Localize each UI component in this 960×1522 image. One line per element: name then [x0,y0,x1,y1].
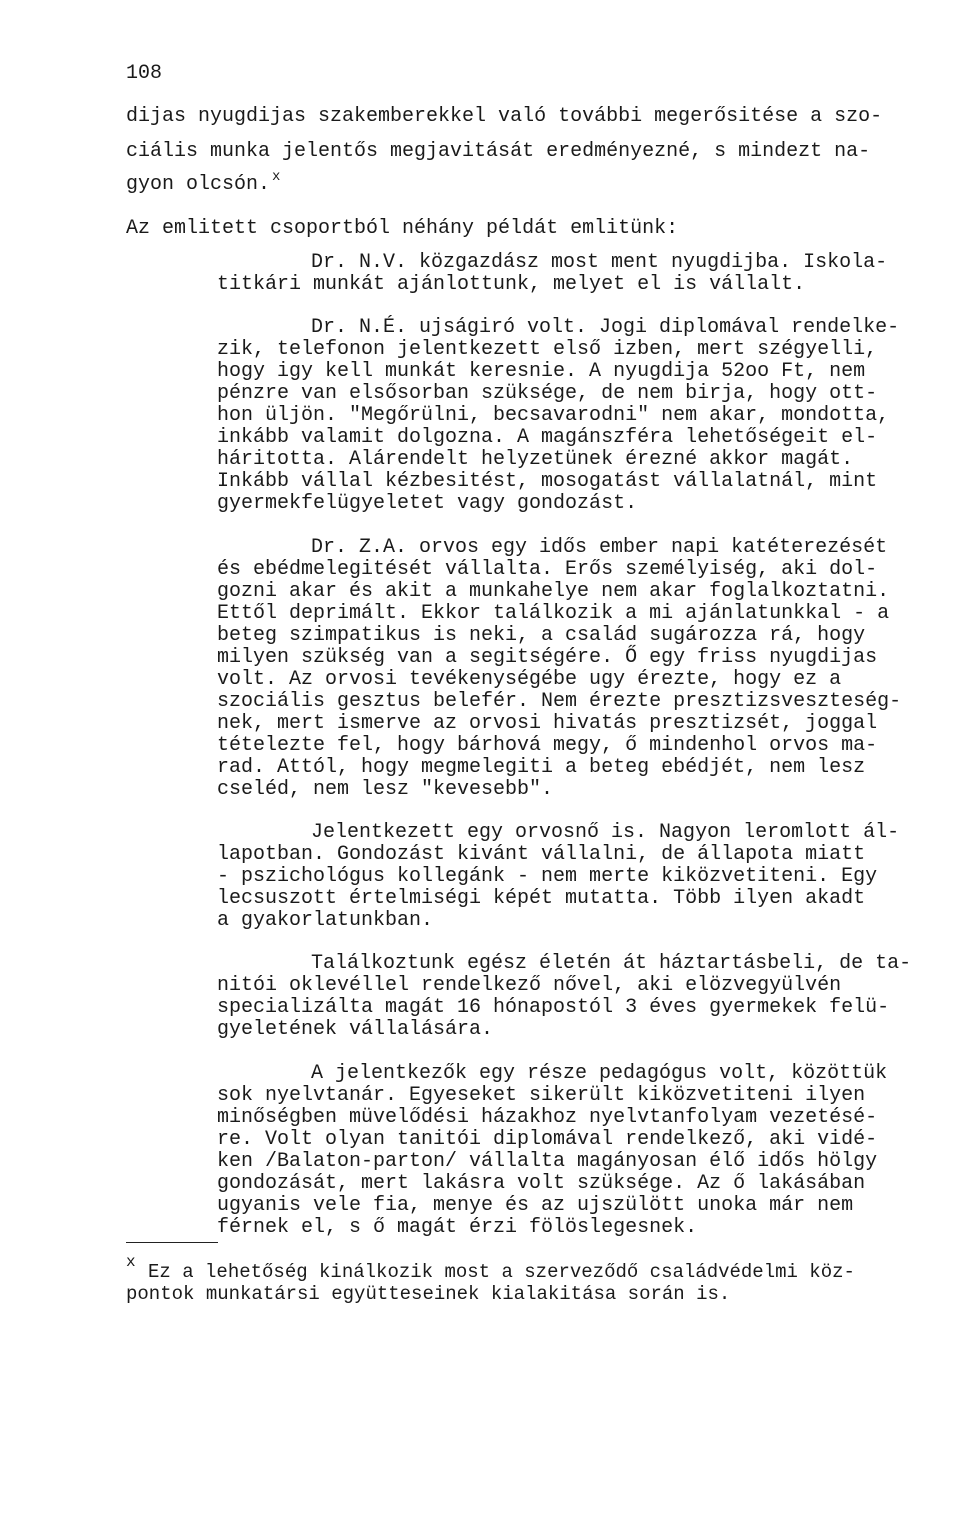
text-line: nek, mert ismerve az orvosi hivatás presztizsét, joggal [217,712,878,735]
text-line: nitói oklevéllel rendelkező nővel, aki elözvegyülvén [217,974,842,997]
text-line: zik, telefonon jelentkezett első izben, mert szégyelli, [217,338,878,361]
text-line: titkári munkát ajánlottunk, melyet el is vállalt. [217,273,806,296]
text-line: Dr. N.V. közgazdász most ment nyugdijba. Iskola- [311,251,888,274]
text-line: gozni akar és akit a munkahelye nem akar foglalkoztatni. [217,580,890,603]
text-line: rad. Attól, hogy megmelegiti a beteg ebédjét, nem lesz [217,756,866,779]
text-line: Inkább vállal kézbesitést, mosogatást vállalatnál, mint [217,470,878,493]
text-line: Az emlitett csoportból néhány példát emlitünk: [126,217,679,240]
text-line: a gyakorlatunkban. [217,909,434,932]
text-line: gondozását, mert lakásra volt szüksége. Az ő lakásában [217,1172,866,1195]
footnote-reference: x [272,169,281,185]
text-line: specializálta magát 16 hónapostól 3 éves gyermekek felü- [217,996,890,1019]
text-line: Találkoztunk egész életén át háztartásbeli, de ta- [311,952,912,975]
text-line: Dr. N.É. ujságiró volt. Jogi diplomával rendelke- [311,316,900,339]
text-line: férnek el, s ő magát érzi fölöslegesnek. [217,1216,698,1239]
text-line: inkább valamit dolgozna. A magánszféra lehetőségeit el- [217,426,878,449]
text-line: A jelentkezők egy része pedagógus volt, közöttük [311,1062,888,1085]
footnote-line: Ez a lehetőség kinálkozik most a szerveződő családvédelmi köz- [148,1261,855,1283]
text-line: ken /Balaton-parton/ vállalta magányosan élő idős hölgy [217,1150,878,1173]
text-line: re. Volt olyan tanitói diplomával rendelkező, aki vidé- [217,1128,878,1151]
text-line: beteg szimpatikus is neki, a család sugározza rá, hogy [217,624,866,647]
footnote-line: pontok munkatársi együtteseinek kialakitása során is. [126,1283,731,1305]
footnote-divider [126,1242,218,1243]
text-line: lecsuszott értelmiségi képét mutatta. Több ilyen akadt [217,887,866,910]
text-line: gyon olcsón. $^x$ [126,169,281,196]
page-number: 108 [126,62,163,85]
text-line: minőségben müvelődési házakhoz nyelvtanfolyam vezetésé- [217,1106,878,1129]
text-line: pénzre van elsősorban szüksége, de nem birja, hogy ott- [217,382,878,405]
text-line: Dr. Z.A. orvos egy idős ember napi katéterezését [311,536,888,559]
text-line: cseléd, nem lesz "kevesebb". [217,778,554,801]
text-line: szociális gesztus belefér. Nem érezte presztizsveszteség- [217,690,902,713]
text-line: ciális munka jelentős megjavitását eredményezné, s mindezt na- [126,140,871,163]
footnote-mark: x [126,1253,136,1271]
text-line: lapotban. Gondozást kivánt vállalni, de állapota miatt [217,843,866,866]
text-line: Jelentkezett egy orvosnő is. Nagyon leromlott ál- [311,821,900,844]
text-line: Ettől deprimált. Ekkor találkozik a mi ajánlatunkkal - a [217,602,890,625]
text-line: és ebédmelegitését vállalta. Erős személyiség, aki dol- [217,558,878,581]
text-line: háritotta. Alárendelt helyzetünek érezné akkor magát. [217,448,854,471]
text-line: gyermekfelügyeletet vagy gondozást. [217,492,638,515]
text-line: hogy igy kell munkát keresnie. A nyugdija 52oo Ft, nem [217,360,866,383]
text-line: - pszichológus kollegánk - nem merte kiközvetiteni. Egy [217,865,878,888]
text-line: hon üljön. "Megőrülni, becsavarodni" nem akar, mondotta, [217,404,890,427]
text-line: tételezte fel, hogy bárhová megy, ő mindenhol orvos ma- [217,734,878,757]
text-line: gyeletének vállalására. [217,1018,494,1041]
text-line: ugyanis vele fia, menye és az ujszülött unoka már nem [217,1194,854,1217]
text-line: milyen szükség van a segitségére. Ő egy friss nyugdijas [217,646,878,669]
text-line: dijas nyugdijas szakemberekkel való további megerősitése a szo- [126,105,883,128]
text-line: sok nyelvtanár. Egyeseket sikerült kiközvetiteni ilyen [217,1084,866,1107]
text-line: volt. Az orvosi tevékenységébe ugy érezte, hogy ez a [217,668,842,691]
